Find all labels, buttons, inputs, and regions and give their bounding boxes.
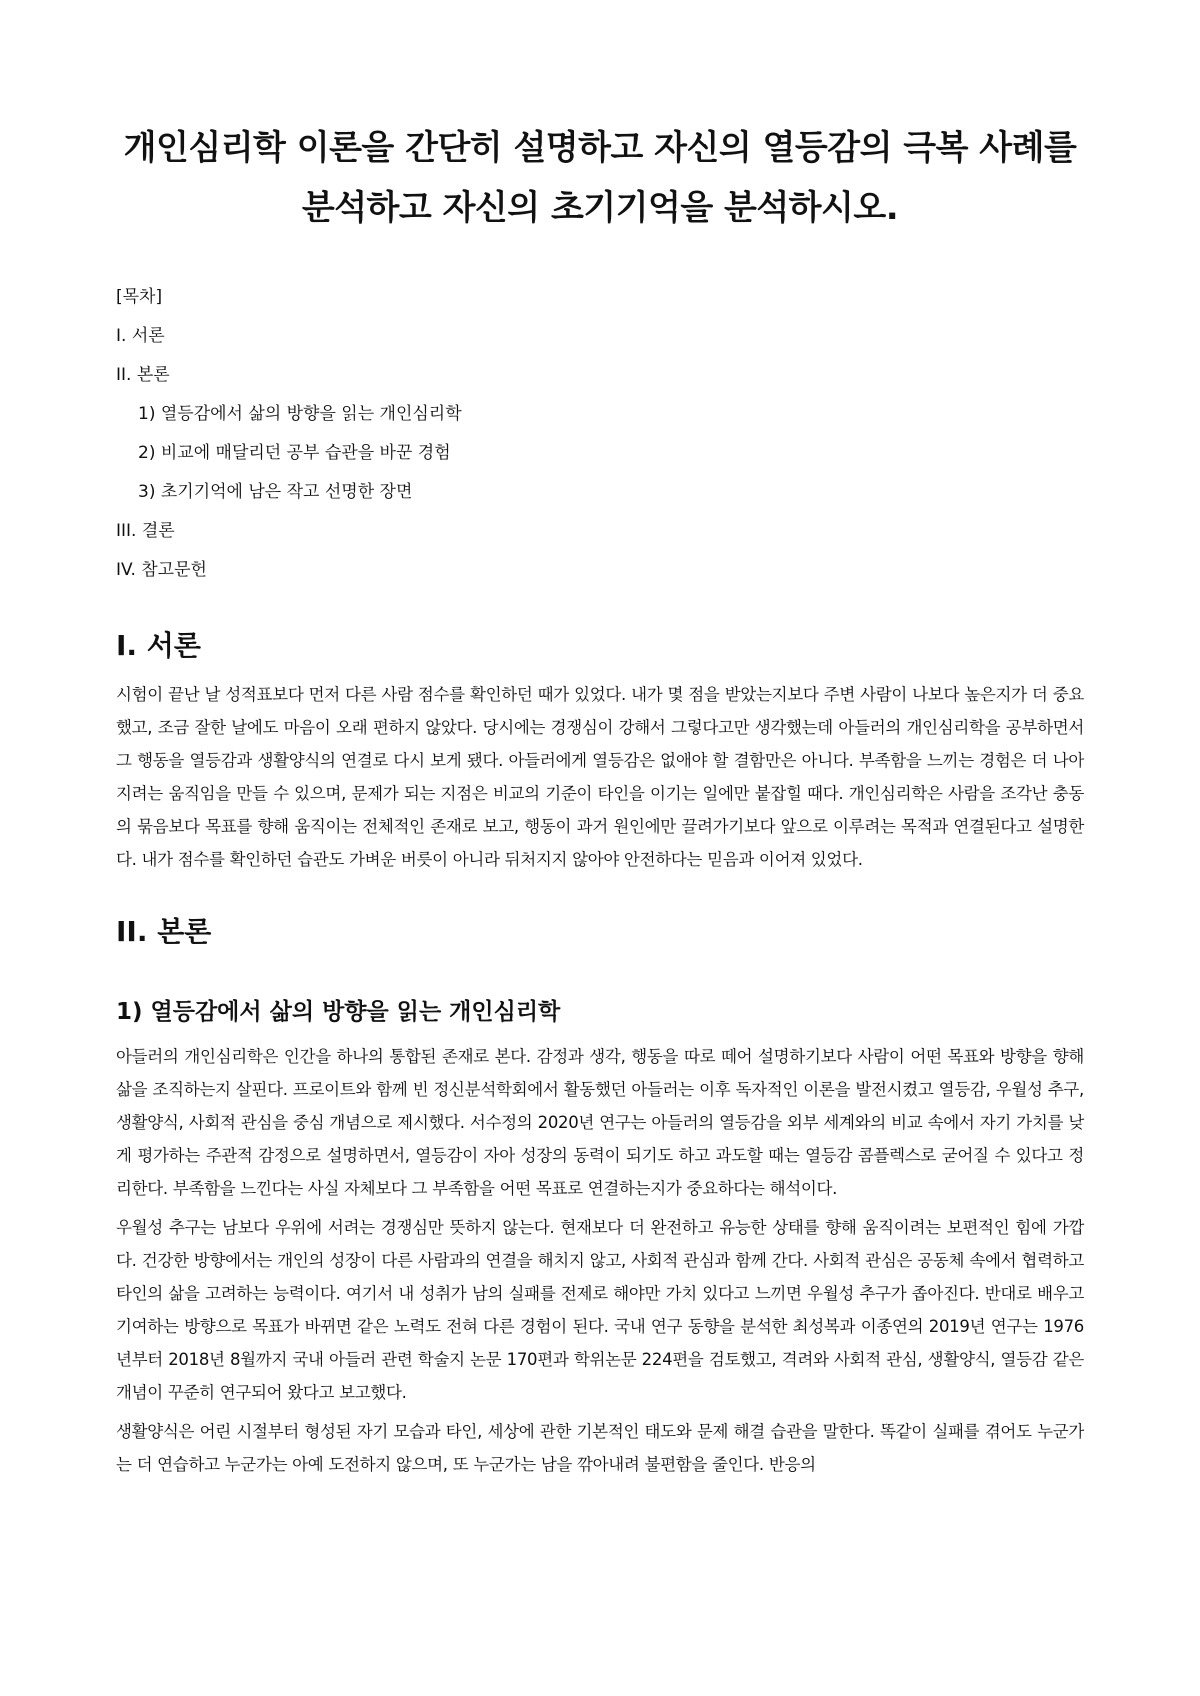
section-heading-body: II. 본론 [116, 915, 212, 948]
section-heading-introduction: I. 서론 [116, 629, 201, 662]
body-paragraph: 생활양식은 어린 시절부터 형성된 자기 모습과 타인, 세상에 관한 기본적인 태도와 문제 해결 습관을 말한다. 똑같이 실패를 겪어도 누군가는 더 연습하고 누군가는 아예 도전하지 않으며, 또 누군가는 남을 깎아내려 불편함을 줄인다. 반응의 [116, 1422, 1084, 1474]
subsection-heading-1: 1) 열등감에서 삶의 방향을 읽는 개인심리학 [116, 999, 561, 1025]
toc-item-conclusion: III. 결론 [116, 521, 175, 541]
toc-item-introduction: I. 서론 [116, 326, 165, 346]
toc-item-body: II. 본론 [116, 365, 170, 385]
toc-subitem-2: 2) 비교에 매달리던 공부 습관을 바꾼 경험 [138, 443, 451, 463]
body-paragraph: 우월성 추구는 남보다 우위에 서려는 경쟁심만 뜻하지 않는다. 현재보다 더 완전하고 유능한 상태를 향해 움직이려는 보편적인 힘에 가깝다. 건강한 방향에서는 개인의 성장이 다른 사람과의 연결을 해치지 않고, 사회적 관심과 함께 간다. 사회적 관심은 공동체 속에서 협력하고 타인의 삶을 고려하는 능력이다. 여기서 내 성취가 남의 실패를 전제로 해야만 가치 있다고 느끼면 우월성 추구가 좁아진다. 반대로 배우고 기여하는 방향으로 목표가 바뀌면 같은 노력도 전혀 다른 경험이 된다. 국내 연구 동향을 분석한 최성복과 이종연의 2019년 연구는 1976년부터 2018년 8월까지 국내 아들러 관련 학술지 논문 170편과 학위논문 224편을 검토했고, 격려와 사회적 관심, 생활양식, 열등감 같은 개념이 꾸준히 연구되어 왔다고 보고했다. [116, 1218, 1084, 1402]
table-of-contents [116, 278, 1084, 590]
toc-subitem-3: 3) 초기기억에 남은 작고 선명한 장면 [138, 482, 413, 502]
toc-item-references: IV. 참고문헌 [116, 560, 207, 580]
toc-heading: [목차] [116, 287, 163, 307]
toc-subitem-1: 1) 열등감에서 삶의 방향을 읽는 개인심리학 [138, 404, 462, 424]
body-paragraph: 아들러의 개인심리학은 인간을 하나의 통합된 존재로 본다. 감정과 생각, 행동을 따로 떼어 설명하기보다 사람이 어떤 목표와 방향을 향해 삶을 조직하는지 살핀다. 프로이트와 함께 빈 정신분석학회에서 활동했던 아들러는 이후 독자적인 이론을 발전시켰고 열등감, 우월성 추구, 생활양식, 사회적 관심을 중심 개념으로 제시했다. 서수정의 2020년 연구는 아들러의 열등감을 외부 세계와의 비교 속에서 자기 가치를 낮게 평가하는 주관적 감정으로 설명하면서, 열등감이 자아 성장의 동력이 되기도 하고 과도할 때는 열등감 콤플렉스로 굳어질 수 있다고 정리한다. 부족함을 느낀다는 사실 자체보다 그 부족함을 어떤 목표로 연결하는지가 중요하다는 해석이다. [116, 1047, 1084, 1198]
introduction-paragraph: 시험이 끝난 날 성적표보다 먼저 다른 사람 점수를 확인하던 때가 있었다. 내가 몇 점을 받았는지보다 주변 사람이 나보다 높은지가 더 중요했고, 조금 잘한 날에도 마음이 오래 편하지 않았다. 당시에는 경쟁심이 강해서 그렇다고만 생각했는데 아들러의 개인심리학을 공부하면서 그 행동을 열등감과 생활양식의 연결로 다시 보게 됐다. 아들러에게 열등감은 없애야 할 결함만은 아니다. 부족함을 느끼는 경험은 더 나아지려는 움직임을 만들 수 있으며, 문제가 되는 지점은 비교의 기준이 타인을 이기는 일에만 붙잡힐 때다. 개인심리학은 사람을 조각난 충동의 묶음보다 목표를 향해 움직이는 전체적인 존재로 보고, 행동이 과거 원인에만 끌려가기보다 앞으로 이루려는 목적과 연결된다고 설명한다. 내가 점수를 확인하던 습관도 가벼운 버릇이 아니라 뒤처지지 않아야 안전하다는 믿음과 이어져 있었다. [116, 685, 1084, 869]
document-title: 개인심리학 이론을 간단히 설명하고 자신의 열등감의 극복 사례를 분석하고 자신의 초기기억을 분석하시오. [123, 128, 1077, 228]
